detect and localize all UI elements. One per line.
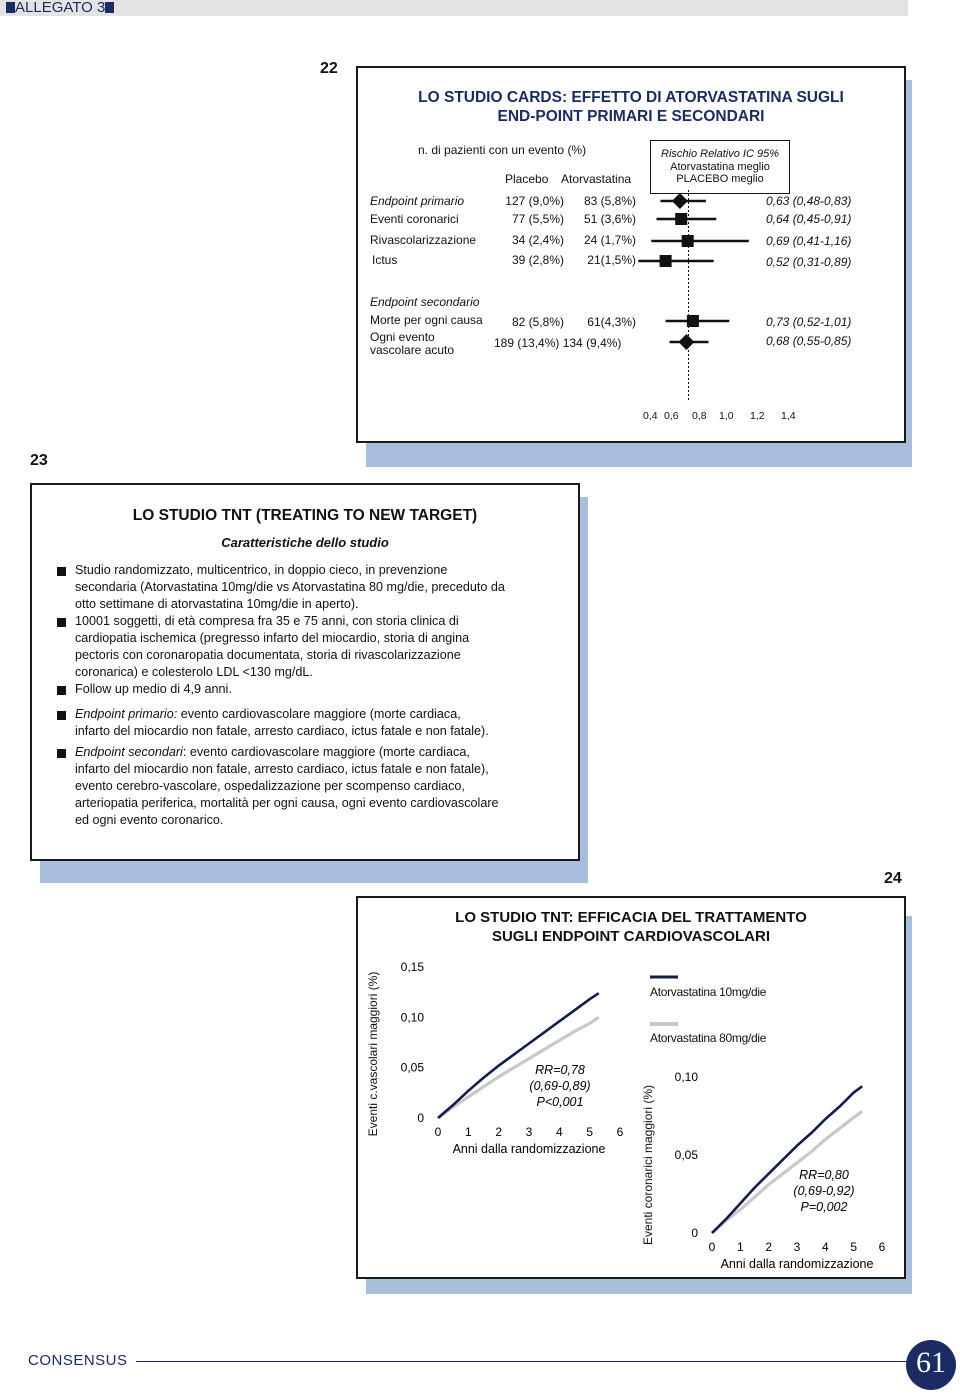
- chart1-ylabel: Eventi c.vascolari maggiori (%): [366, 971, 380, 1137]
- text-line: secondaria (Atorvastatina 10mg/die vs Atorvastatina 80 mg/die, preceduto da: [75, 580, 505, 594]
- figure-number-23: 23: [30, 452, 48, 469]
- estimate-square: [675, 213, 687, 225]
- row-label: Endpoint primario: [370, 194, 465, 208]
- efficacy-title-line1: LO STUDIO TNT: EFFICACIA DEL TRATTAMENTO: [455, 909, 807, 926]
- chart2: [660, 1063, 900, 1273]
- forest-marks: [638, 193, 749, 350]
- axis-tick-labels: [630, 408, 800, 424]
- x-axis-label: Anni dalla randomizzazione: [720, 1257, 874, 1271]
- rr-header: [650, 148, 790, 186]
- figure-number-22: 22: [320, 60, 338, 77]
- x-tick-label: 3: [793, 1240, 801, 1254]
- row-placebo: 34 (2,4%): [511, 233, 564, 247]
- col-placebo: Placebo: [505, 172, 549, 186]
- axis-tick: 0,6: [664, 410, 679, 422]
- row-rr: 0,69 (0,41-1,16): [766, 234, 852, 248]
- bullet-subjects: [75, 613, 543, 681]
- text-line: infarto del miocardio non fatale, arresto cardiaco, ictus fatale e non fatale),: [75, 762, 489, 776]
- x-tick-label: 2: [495, 1125, 503, 1139]
- row-rr: 0,63 (0,48-0,83): [766, 194, 852, 208]
- text-line: coronarica) e colesterolo LDL <130 mg/dL.: [75, 665, 313, 679]
- row-placebo: 77 (5,5%): [511, 212, 564, 226]
- rr-header-atorva: Atorvastatina meglio: [670, 160, 770, 173]
- y-tick-label: 0,15: [400, 960, 424, 974]
- text-line: cardiopatia ischemica (pregresso infarto del miocardio, storia di angina: [75, 631, 470, 645]
- axis-tick: 1,0: [719, 410, 734, 422]
- bullet-follow-up: Follow up medio di 4,9 anni.: [75, 682, 232, 696]
- row-label: Ictus: [372, 253, 398, 267]
- text-line: 10001 soggetti, di età compresa fra 35 e 75 anni, con storia clinica di: [75, 614, 459, 628]
- row-combined-values: 189 (13,4%) 134 (9,4%): [494, 336, 622, 350]
- chart2-ylabel-wrap: [638, 1070, 658, 1260]
- bullet-primary-endpoint: [75, 706, 555, 740]
- x-tick-label: 6: [878, 1240, 886, 1254]
- bullet-icon: [57, 618, 66, 627]
- x-tick-label: 3: [525, 1125, 533, 1139]
- x-tick-label: 2: [765, 1240, 773, 1254]
- x-axis-label: Anni dalla randomizzazione: [452, 1142, 606, 1156]
- text-line: evento cerebro-vascolare, ospedalizzazione per scompenso cardiaco,: [75, 779, 465, 793]
- x-tick-label: 5: [586, 1125, 594, 1139]
- row-label: Morte per ogni causa: [370, 313, 483, 327]
- axis-tick: 1,2: [750, 410, 765, 422]
- estimate-diamond: [678, 334, 694, 350]
- term-label: Endpoint primario:: [75, 707, 178, 721]
- bullet-icon: [57, 567, 66, 576]
- row-atorva: 83 (5,8%): [583, 194, 636, 208]
- bullet-icon: [57, 686, 66, 695]
- row-label-multiline: [370, 331, 454, 357]
- cards-title-line1: LO STUDIO CARDS: EFFETTO DI ATORVASTATINA SUGLI: [418, 89, 844, 106]
- annotation-line: RR=0,78: [535, 1063, 585, 1077]
- x-tick-label: 4: [821, 1240, 829, 1254]
- chart1: [390, 955, 640, 1165]
- text-line: ed ogni evento coronarico.: [75, 813, 224, 827]
- square-icon: [6, 2, 15, 13]
- x-tick-label: 0: [708, 1240, 716, 1254]
- row-atorva: 61(4,3%): [587, 315, 636, 329]
- estimate-square: [660, 255, 672, 267]
- x-tick-label: 1: [464, 1125, 472, 1139]
- text-line: Studio randomizzato, multicentrico, in doppio cieco, in prevenzione: [75, 563, 448, 577]
- axis-tick: 0,8: [692, 410, 707, 422]
- row-atorva: 24 (1,7%): [583, 233, 636, 247]
- y-tick-label: 0,05: [674, 1148, 698, 1162]
- axis-tick: 1,4: [781, 410, 796, 422]
- text-line: pectoris con coronaropatia documentata, storia di rivascolarizzazione: [75, 648, 461, 662]
- y-tick-label: 0: [417, 1111, 424, 1125]
- text-span: : evento cardiovascolare maggiore (morte cardiaca,: [182, 745, 470, 759]
- secondary-header: Endpoint secondario: [370, 295, 480, 309]
- row-label: Eventi coronarici: [370, 212, 459, 226]
- row-rr: 0,68 (0,55-0,85): [766, 334, 852, 348]
- text-line: arteriopatia periferica, mortalità per ogni causa, ogni evento cardiovascolare: [75, 796, 499, 810]
- legend-80mg: Atorvastatina 80mg/die: [650, 1031, 767, 1045]
- estimate-square: [687, 315, 699, 327]
- x-tick-label: 5: [850, 1240, 858, 1254]
- axis-tick: 0,4: [643, 410, 658, 422]
- figure-number-24: 24: [884, 870, 902, 887]
- forest-plot: [630, 190, 800, 430]
- y-tick-label: 0,10: [674, 1070, 698, 1084]
- legend-10mg: Atorvastatina 10mg/die: [650, 985, 767, 999]
- annotation-line: RR=0,80: [799, 1168, 849, 1182]
- text-line: otto settimane di atorvastatina 10mg/die in aperto).: [75, 597, 359, 611]
- chart2-ylabel: Eventi coronarici maggiori (%): [641, 1084, 655, 1246]
- row-rr: 0,52 (0,31-0,89): [766, 255, 852, 269]
- row-label-line2: vascolare acuto: [370, 343, 455, 357]
- bullet-icon: [57, 711, 66, 720]
- x-tick-label: 4: [555, 1125, 563, 1139]
- rr-header-placebo: PLACEBO meglio: [676, 173, 764, 185]
- bullet-icon: [57, 749, 66, 758]
- row-placebo: 127 (9,0%): [505, 194, 564, 208]
- cards-title: [356, 88, 906, 126]
- efficacy-title: [356, 908, 906, 946]
- annotation-line: (0,69-0,92): [793, 1184, 855, 1198]
- bullet-secondary-endpoints: [75, 744, 545, 829]
- text-span: evento cardiovascolare maggiore (morte cardiaca,: [177, 707, 461, 721]
- annotation-line: P<0,001: [536, 1095, 584, 1109]
- row-rr: 0,73 (0,52-1,01): [766, 315, 852, 329]
- legend-swatches: [648, 970, 688, 1030]
- annotation-line: P=0,002: [800, 1200, 848, 1214]
- y-tick-label: 0,05: [400, 1060, 424, 1075]
- term-label: Endpoint secondari: [75, 745, 183, 759]
- bullet-study-design: [75, 562, 555, 613]
- x-tick-label: 0: [434, 1125, 442, 1139]
- events-header: n. di pazienti con un evento (%): [418, 143, 587, 157]
- x-tick-label: 6: [616, 1125, 624, 1139]
- row-rr: 0,64 (0,45-0,91): [766, 212, 852, 226]
- row-placebo: 39 (2,8%): [511, 253, 564, 267]
- page-number: 61: [916, 1346, 946, 1379]
- section-label-text: ALLEGATO 3: [15, 0, 106, 16]
- text-line: infarto del miocardio non fatale, arresto cardiaco, ictus fatale e non fatale).: [75, 724, 489, 738]
- header-band: [0, 0, 908, 16]
- estimate-diamond: [672, 193, 688, 209]
- square-icon: [105, 2, 114, 13]
- col-atorvastatina: Atorvastatina: [561, 172, 632, 186]
- x-tick-label: 1: [736, 1240, 744, 1254]
- row-placebo: 82 (5,8%): [511, 315, 564, 329]
- estimate-square: [682, 235, 694, 247]
- text-line: [75, 706, 555, 723]
- y-tick-label: 0,10: [400, 1010, 424, 1025]
- rr-header-title: Rischio Relativo IC 95%: [661, 148, 779, 160]
- cards-title-line2: END-POINT PRIMARI E SECONDARI: [497, 108, 765, 125]
- section-label: [6, 0, 114, 16]
- row-label: Rivascolarizzazione: [370, 233, 477, 247]
- footer-brand: CONSENSUS: [28, 1352, 128, 1369]
- row-label-line1: Ogni evento: [370, 330, 435, 344]
- tnt-title: LO STUDIO TNT (TREATING TO NEW TARGET): [132, 507, 478, 524]
- row-atorva: 51 (3,6%): [583, 212, 636, 226]
- chart1-ylabel-wrap: [363, 955, 383, 1155]
- row-atorva: 21(1,5%): [587, 253, 636, 267]
- tnt-subtitle: Caratteristiche dello studio: [221, 535, 389, 550]
- annotation-line: (0,69-0,89): [529, 1079, 591, 1093]
- efficacy-title-line2: SUGLI ENDPOINT CARDIOVASCOLARI: [491, 928, 771, 945]
- footer-rule: [136, 1361, 919, 1362]
- y-tick-label: 0: [691, 1226, 698, 1240]
- text-line: [75, 744, 545, 761]
